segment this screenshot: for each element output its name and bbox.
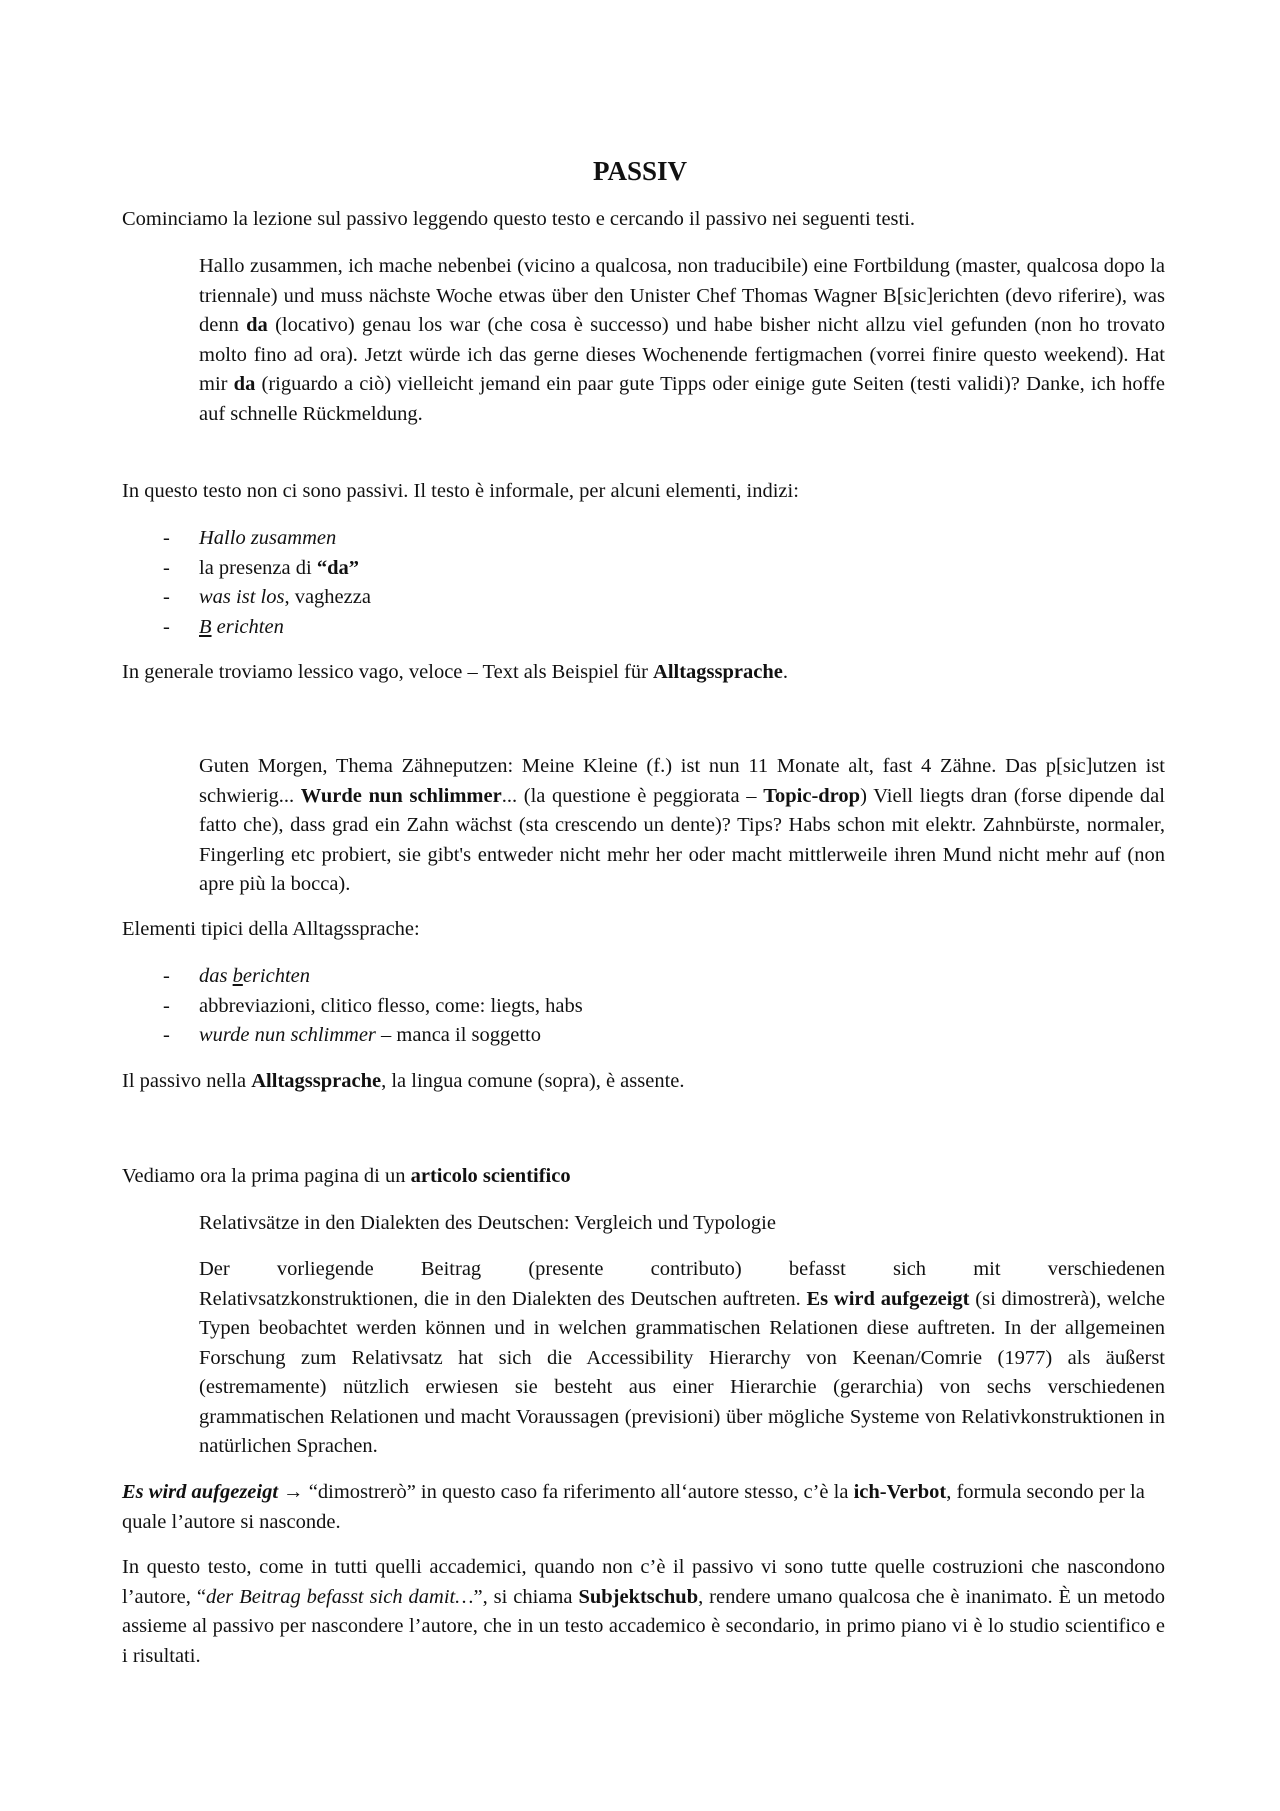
comment-paragraph-1: In questo testo non ci sono passivi. Il testo è informale, per alcuni elementi, indizi: (122, 480, 799, 502)
summary-paragraph-1 (122, 658, 1165, 688)
indicator-list-2 (122, 962, 1165, 1051)
word: vorliegende (276, 1258, 374, 1280)
text-span: ”, si chiama (473, 1585, 579, 1608)
bold-italic-span (122, 1481, 278, 1503)
underlined-letter: b (232, 965, 243, 987)
text-span: Hallo zusammen, ich mache nebenbei (vicino a qualcosa, non traducibile) eine Fortbildung (master, qualcosa dopo la triennale) und muss nächste Woche etwas über den Unister Chef Thomas Wagner B[sic]erichten (devo riferire), was denn (199, 255, 1165, 336)
text-span: Guten Morgen, Thema Zähneputzen: Meine Kleine (f.) ist nun 11 Monate alt, fast 4 Zähne. Das p[sic]utzen ist schwierig... (199, 755, 1165, 807)
text-span: la presenza di (199, 556, 317, 579)
bold-span: ich-Verbot (853, 1481, 947, 1503)
list-item (122, 962, 1165, 992)
text-span: erichten (242, 965, 311, 987)
text-span: (locativo) genau los war (che cosa è successo) und habe bisher nicht allzu viel gefunden (non ho trovato molto fino ad ora). Jetzt würde ich das gerne dieses Wochenende fertigmachen (vorrei finire questo weekend). Hat mir (199, 314, 1165, 395)
bold-span: Alltagssprache (653, 661, 783, 683)
word: Beitrag (420, 1258, 482, 1280)
text-span: “dimostrerò” in questo caso fa riferimento all‘autore stesso, c’è la (308, 1481, 854, 1503)
article-body (199, 1285, 1165, 1462)
text-span: In generale troviamo lessico vago, veloce – Text als Beispiel für (122, 661, 654, 683)
page-title: PASSIV (592, 156, 688, 186)
italic-span (199, 965, 310, 987)
list-item (122, 1021, 1165, 1051)
example-text-1 (199, 252, 1165, 429)
list-item (122, 613, 1165, 643)
bold-span: Es wird aufgezeigt (806, 1287, 970, 1310)
article-first-line (199, 1255, 1165, 1285)
word: sich (893, 1258, 927, 1280)
text-span: – manca il soggetto (375, 1024, 542, 1046)
example-text-2 (199, 752, 1165, 900)
bold-span: da (246, 314, 268, 336)
italic-span: der Beitrag befasst sich damit… (205, 1585, 474, 1608)
list-item (122, 583, 1165, 613)
list-item: - abbreviazioni, clitico flesso, come: liegts, habs (122, 992, 1165, 1022)
italic-span: was ist los (199, 586, 285, 608)
summary-paragraph-2 (122, 1067, 1165, 1097)
text-span: , formula secondo per la quale l’autore si nasconde. (122, 1481, 1145, 1533)
text-span: (riguardo a ciò) vielleicht jemand ein paar gute Tipps oder einige gute Seiten (testi validi)? Danke, ich hoffe auf schnelle Rückmeldung. (199, 373, 1166, 425)
word: Der (199, 1258, 230, 1280)
article-title: Relativsätze in den Dialekten des Deutschen: Vergleich und Typologie (199, 1212, 776, 1234)
bold-span: “da” (316, 556, 359, 579)
italic-span: Hallo zusammen (199, 527, 337, 549)
word: mit (973, 1258, 1001, 1280)
text-span: erichten (211, 615, 284, 638)
italic-span (199, 616, 284, 638)
article-excerpt (199, 1255, 1165, 1462)
article-intro-paragraph (122, 1162, 1165, 1192)
word: verschiedenen (1047, 1258, 1165, 1280)
text-span: , rendere umano qualcosa che è inanimato. È un metodo assieme al passivo per nascondere l’autore, che in un testo accademico è secondario, in primo piano vi è lo studio scientifico e i risultati. (122, 1585, 1165, 1667)
bold-span: Topic-drop (763, 784, 861, 807)
text-span: Vediamo ora la prima pagina di un (122, 1165, 411, 1187)
text-span: Relativsatzkonstruktionen, die in den Dialekten des Deutschen auftreten. (199, 1287, 807, 1310)
list-item (122, 554, 1165, 584)
italic-span: wurde nun schlimmer (199, 1024, 376, 1046)
text-span: Il passivo nella (122, 1070, 252, 1092)
text-span: . (782, 661, 788, 683)
bold-span: articolo scientifico (410, 1165, 571, 1187)
note-paragraph-2 (122, 1553, 1165, 1671)
italic-span: Es wird aufgezeigt (122, 1481, 279, 1503)
indicator-list-1 (122, 524, 1165, 642)
bold-span: Subjektschub (578, 1585, 699, 1608)
bold-span: da (233, 373, 256, 395)
text-span: , vaghezza (284, 586, 371, 608)
intro-paragraph: Cominciamo la lezione sul passivo leggendo questo testo e cercando il passivo nei seguenti testi. (122, 208, 916, 230)
word: (presente (528, 1258, 604, 1280)
bold-span: Wurde nun schlimmer (300, 784, 502, 807)
comment-paragraph-2: Elementi tipici della Alltagssprache: (122, 918, 420, 940)
arrow-icon: → (278, 1481, 309, 1503)
word: befasst (788, 1258, 846, 1280)
text-span: In questo testo, come in tutti quelli accademici, quando non c’è il passivo vi sono tutte quelle costruzioni che nascondono l’autore, “ (122, 1556, 1165, 1608)
bold-span: Alltagssprache (251, 1070, 382, 1092)
text-span: ) Viell liegts dran (forse dipende dal fatto che), dass grad ein Zahn wächst (sta crescendo un dente)? Tips? Habs schon mit elektr. Zahnbürste, normaler, Fingerling etc probiert, sie gibt's entweder nicht mehr her oder macht mittlerweile ihren Mund nicht mehr auf (non apre più la bocca). (199, 784, 1165, 895)
text-span: (si dimostrerà), welche Typen beobachtet werden können und in welchen grammatischen Relationen diese auftreten. In der allgemeinen Forschung zum Relativsatz hat sich die Accessibility Hierarchy von Keenan/Comrie (1977) als äußerst (estremamente) nützlich erwiesen sie besteht aus einer Hierarchie (gerarchia) von sechs verschiedenen grammatischen Relationen und macht Voraussagen (previsioni) über mögliche Systeme von Relativkonstruktionen in natürlichen Sprachen. (199, 1287, 1165, 1457)
text-span: ... (la questione è peggiorata – (501, 784, 764, 807)
word: contributo) (650, 1258, 742, 1280)
note-paragraph-1 (122, 1478, 1165, 1537)
text-span: das (199, 965, 233, 987)
text-span: , la lingua comune (sopra), è assente. (381, 1070, 685, 1092)
list-item (122, 524, 1165, 554)
underlined-letter: B (199, 615, 212, 638)
